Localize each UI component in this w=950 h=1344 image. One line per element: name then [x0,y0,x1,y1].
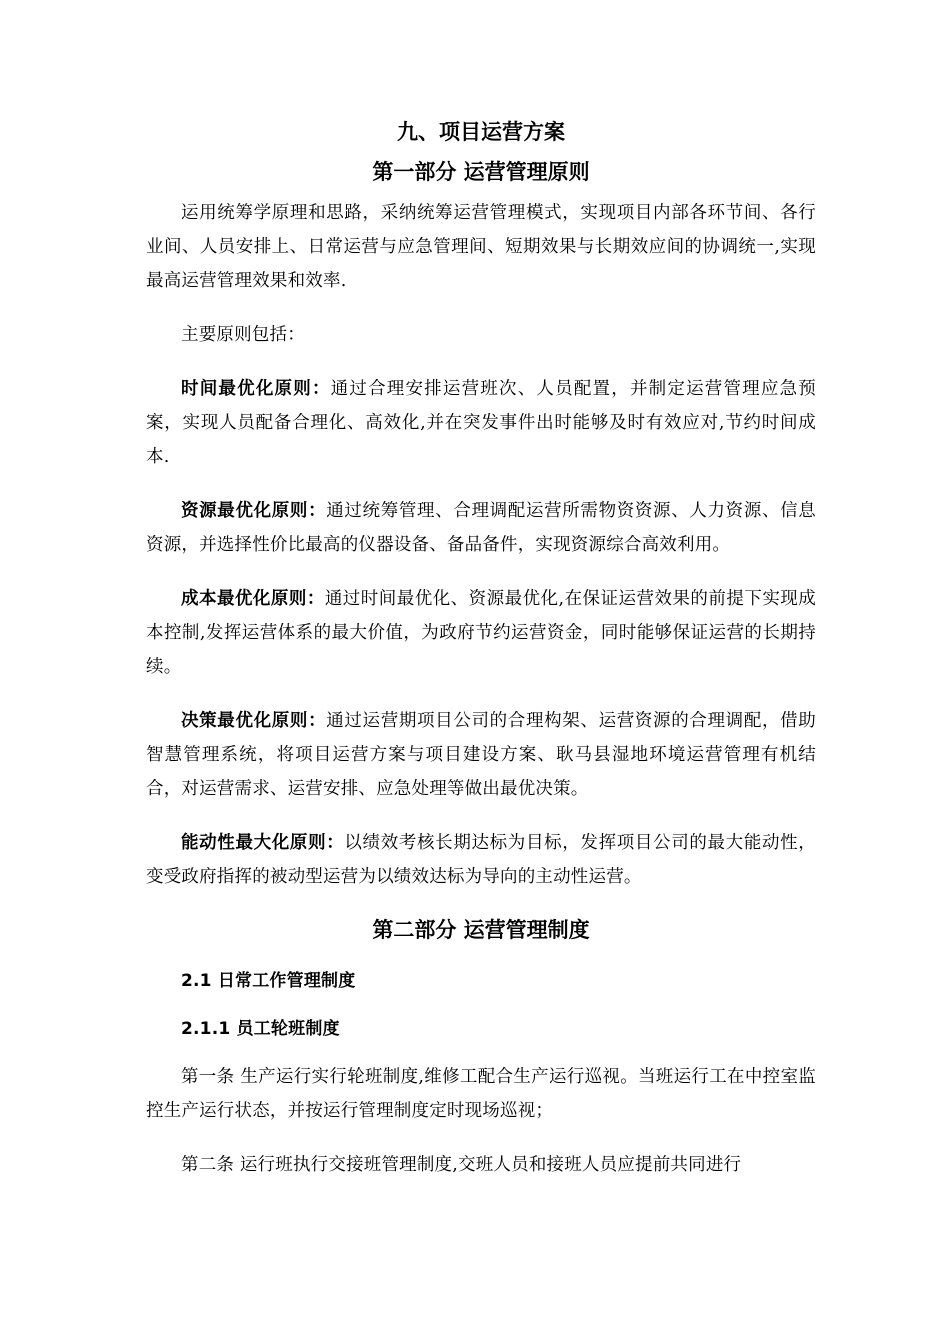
part1-intro: 运用统筹学原理和思路，采纳统筹运营管理模式，实现项目内部各环节间、各行业间、人员安排上、日常运营与应急管理间、短期效果与长期效应间的协调统一,实现最高运营管理效果和效率. [146,203,816,291]
principle-decision [146,704,816,806]
section-heading: 2.1 日常工作管理制度 [181,971,356,991]
principles-intro: 主要原则包括： [181,325,305,345]
principle-name: 资源最优化原则： [181,501,327,521]
chapter-title: 九、项目运营方案 [397,120,565,144]
principle-text: 通过合理安排运营班次、人员配置，并制定运营管理应急预案，实现人员配备合理化、高效化,并在突发事件出时能够及时有效应对,节约时间成本. [146,379,816,467]
document-page [146,118,816,1202]
principle-text: 通过运营期项目公司的合理构架、运营资源的合理调配，借助智慧管理系统，将项目运营方案与项目建设方案、耿马县湿地环境运营管理有机结合，对运营需求、运营安排、应急处理等做出最优决策。 [146,711,816,799]
part2-title: 第二部分 运营管理制度 [372,918,590,942]
principle-name: 成本最优化原则： [181,589,325,609]
principle-name: 时间最优化原则： [181,379,331,399]
article-2: 第二条 运行班执行交接班管理制度,交班人员和接班人员应提前共同进行 [181,1155,742,1175]
article-1: 第一条 生产运行实行轮班制度,维修工配合生产运行巡视。当班运行工在中控室监控生产运行状态，并按运行管理制度定时现场巡视； [146,1067,816,1121]
principle-name: 决策最优化原则： [181,711,327,731]
principle-resource [146,494,816,562]
principle-text: 以绩效考核长期达标为目标，发挥项目公司的最大能动性，变受政府指挥的被动型运营为以绩效达标为导向的主动性运营。 [146,833,816,887]
part1-title: 第一部分 运营管理原则 [372,160,590,184]
principle-time [146,372,816,474]
principle-text: 通过时间最优化、资源最优化,在保证运营效果的前提下实现成本控制,发挥运营体系的最大价值，为政府节约运营资金，同时能够保证运营的长期持续。 [146,589,816,677]
principle-name: 能动性最大化原则： [181,833,345,853]
principle-initiative [146,826,816,894]
principle-cost [146,582,816,684]
subsection-heading: 2.1.1 员工轮班制度 [181,1019,340,1039]
principle-text: 通过统筹管理、合理调配运营所需物资资源、人力资源、信息资源，并选择性价比最高的仪器设备、备品备件，实现资源综合高效利用。 [146,501,816,555]
